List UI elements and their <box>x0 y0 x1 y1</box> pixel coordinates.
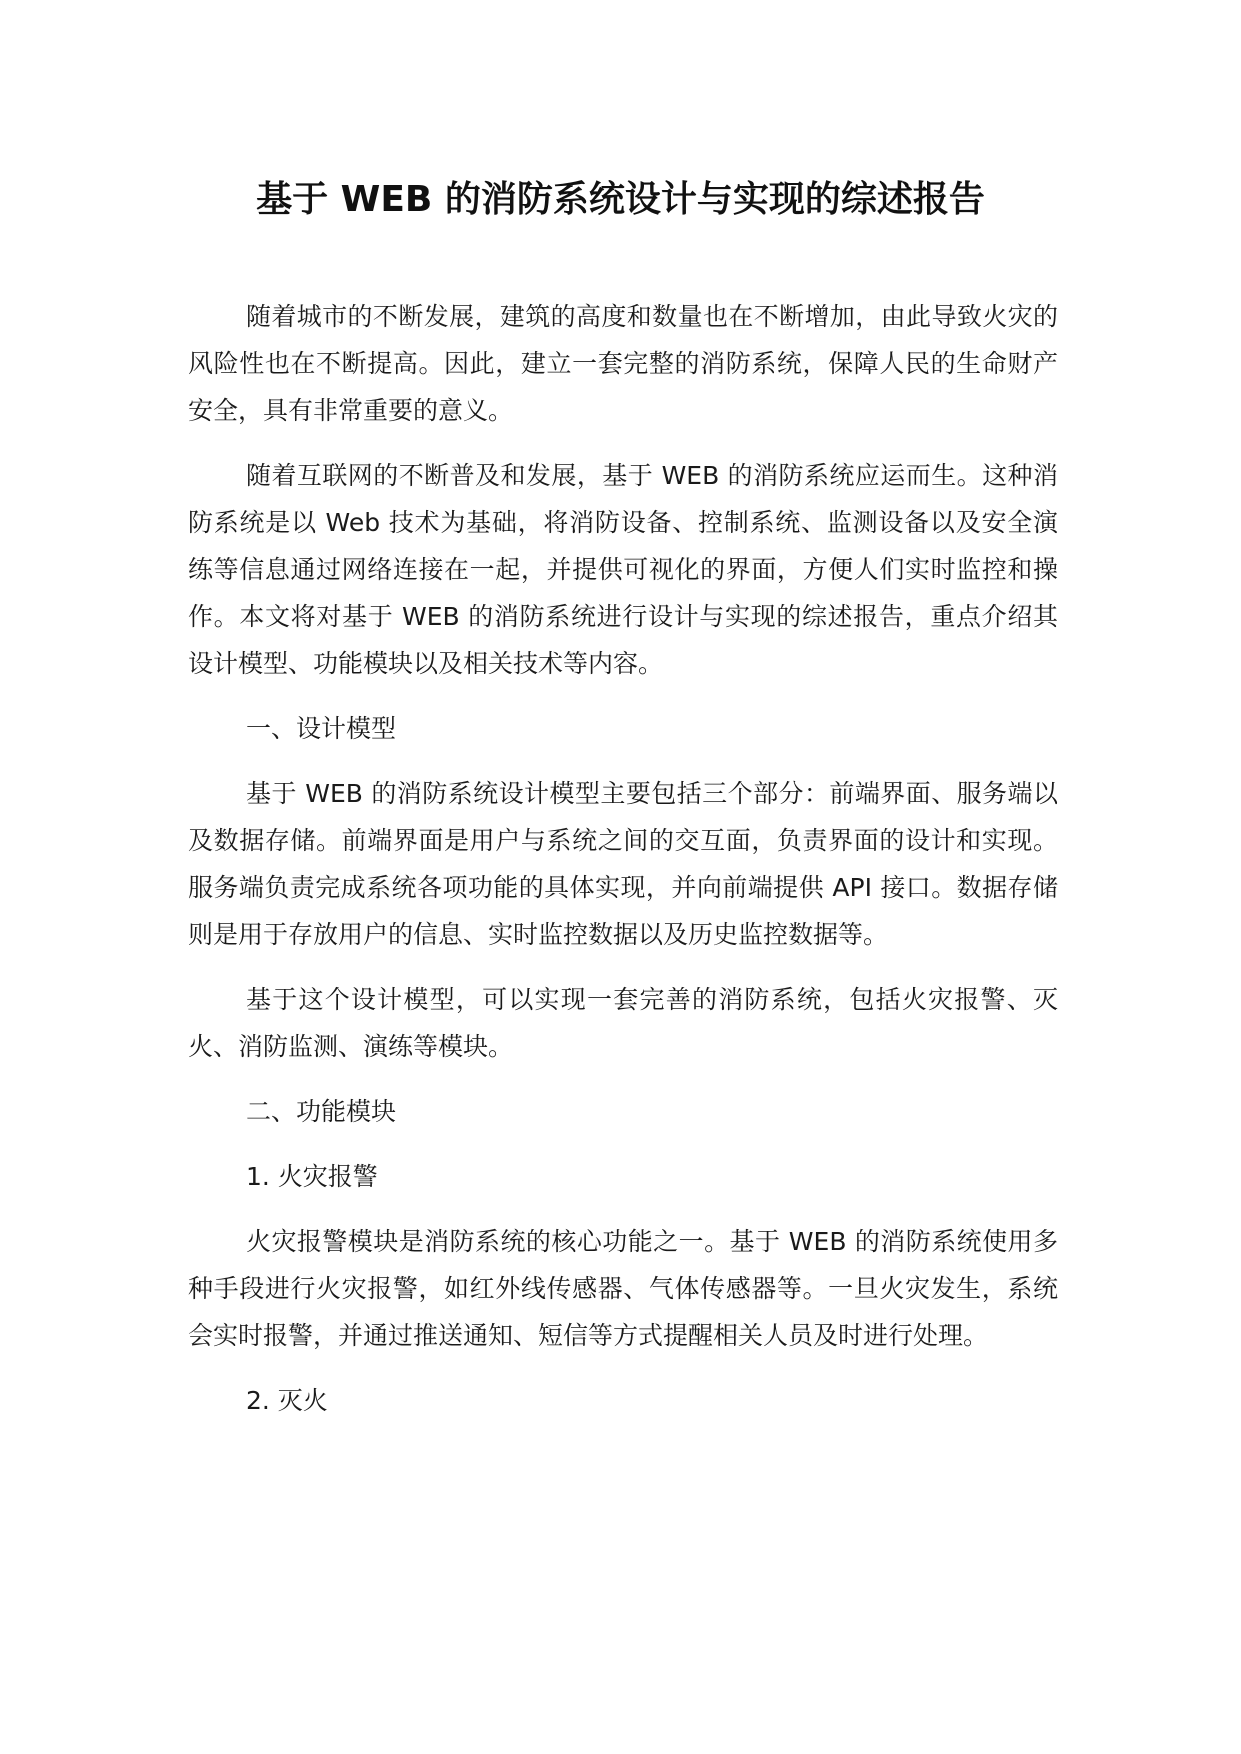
paragraph-intro-1: 随着城市的不断发展，建筑的高度和数量也在不断增加，由此导致火灾的风险性也在不断提高。因此，建立一套完整的消防系统，保障人民的生命财产安全，具有非常重要的意义。 <box>188 302 1058 425</box>
paragraph-intro-2: 随着互联网的不断普及和发展，基于 WEB 的消防系统应运而生。这种消防系统是以 Web 技术为基础，将消防设备、控制系统、监测设备以及安全演练等信息通过网络连接在一起，并提供可视化的界面，方便人们实时监控和操作。本文将对基于 WEB 的消防系统进行设计与实现的综述报告，重点介绍其设计模型、功能模块以及相关技术等内容。 <box>188 461 1058 678</box>
paragraph-design-model-1: 基于 WEB 的消防系统设计模型主要包括三个部分：前端界面、服务端以及数据存储。前端界面是用户与系统之间的交互面，负责界面的设计和实现。服务端负责完成系统各项功能的具体实现，并向前端提供 API 接口。数据存储则是用于存放用户的信息、实时监控数据以及历史监控数据等。 <box>188 779 1058 949</box>
subsection-heading-fire-alarm: 1. 火灾报警 <box>246 1162 378 1191</box>
document-body <box>188 293 1058 1442</box>
paragraph-design-model-2: 基于这个设计模型，可以实现一套完善的消防系统，包括火灾报警、灭火、消防监测、演练等模块。 <box>188 985 1058 1061</box>
document-title: 基于 WEB 的消防系统设计与实现的综述报告 <box>256 179 985 220</box>
paragraph-fire-alarm: 火灾报警模块是消防系统的核心功能之一。基于 WEB 的消防系统使用多种手段进行火灾报警，如红外线传感器、气体传感器等。一旦火灾发生，系统会实时报警，并通过推送通知、短信等方式提醒相关人员及时进行处理。 <box>188 1227 1058 1350</box>
section-heading-design-model: 一、设计模型 <box>246 714 397 743</box>
subsection-heading-fire-extinguishing: 2. 灭火 <box>246 1386 328 1415</box>
section-heading-function-modules: 二、功能模块 <box>246 1097 397 1126</box>
